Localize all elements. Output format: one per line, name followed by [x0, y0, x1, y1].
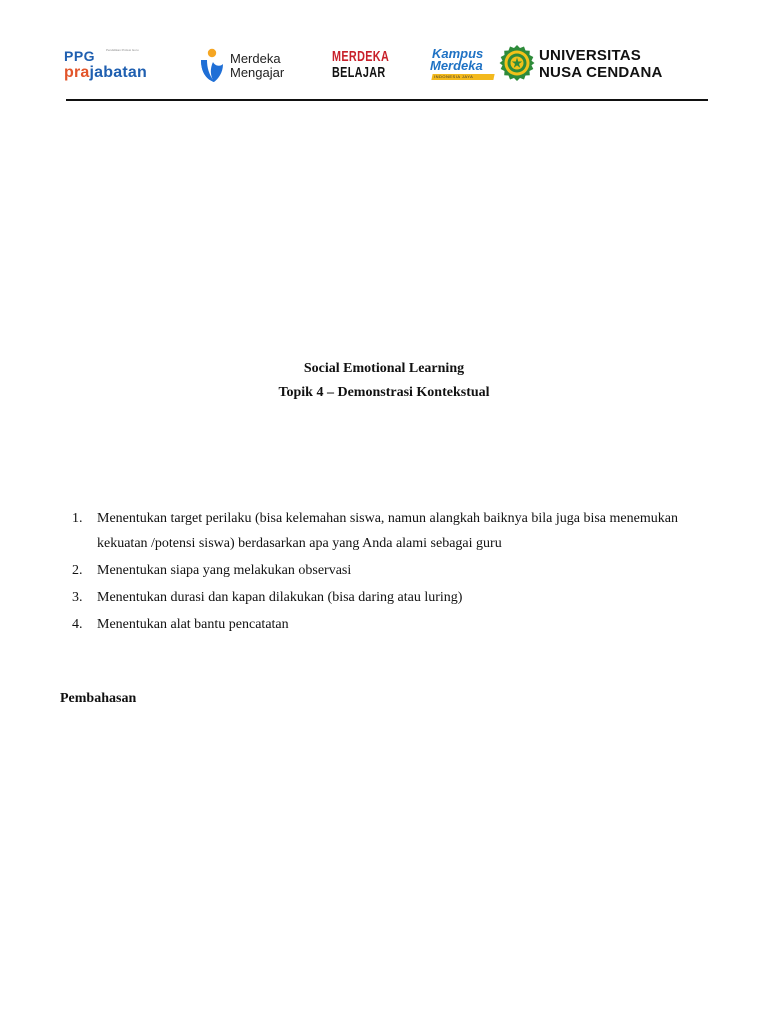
university-name-line1: UNIVERSITAS	[539, 47, 641, 64]
list-item-number: 2.	[72, 562, 83, 578]
ppg-logo-subtext: Pendidikan Profesi Guru	[106, 48, 139, 52]
merdeka-mengajar-line2: Mengajar	[230, 65, 285, 80]
list-item	[72, 586, 692, 611]
kampus-merdeka-tagline: INDONESIA JAYA	[434, 74, 474, 79]
prajabatan-logo-text	[64, 64, 147, 82]
list-item-text: Menentukan durasi dan kapan dilakukan (bisa daring atau luring)	[97, 589, 463, 605]
ppg-prajabatan-logo	[64, 46, 164, 86]
document-subtitle: Topik 4 – Demonstrasi Kontekstual	[278, 385, 490, 400]
merdeka-mengajar-icon	[198, 48, 226, 84]
list-item	[72, 613, 692, 638]
title-block	[0, 357, 768, 405]
merdeka-belajar-logo	[332, 48, 394, 84]
document-title: Social Emotional Learning	[303, 361, 465, 376]
document-header	[0, 0, 768, 105]
list-item	[72, 507, 692, 556]
prajabatan-logo-text-b: jabatan	[89, 64, 147, 81]
list-item-number: 4.	[72, 616, 83, 632]
universitas-nusa-cendana-logo	[498, 44, 678, 86]
university-seal-icon	[498, 44, 536, 82]
list-item-number: 3.	[72, 589, 83, 605]
merdeka-mengajar-logo	[198, 48, 308, 86]
merdeka-mengajar-text	[230, 52, 284, 80]
list-item-text: Menentukan target perilaku (bisa kelemahan siswa, namun alangkah baiknya bila juga bisa menemukan kekuatan /potensi siswa) berdasarkan apa yang Anda alami sebagai guru	[97, 511, 678, 551]
section-heading: Pembahasan	[60, 691, 137, 706]
prajabatan-logo-text-a: pra	[64, 64, 90, 81]
kampus-merdeka-line2: Merdeka	[430, 58, 483, 73]
list-item-text: Menentukan alat bantu pencatatan	[97, 616, 289, 632]
list-item-text: Menentukan siapa yang melakukan observasi	[97, 562, 352, 578]
merdeka-mengajar-line1: Merdeka	[230, 51, 281, 66]
kampus-merdeka-line1: Kampus	[432, 46, 484, 61]
ppg-logo-text: PPG	[64, 48, 96, 64]
merdeka-belajar-line1: MERDEKA	[332, 48, 390, 65]
merdeka-belajar-line2: BELAJAR	[332, 64, 386, 81]
list-item-number: 1.	[72, 511, 83, 526]
header-divider	[66, 99, 708, 101]
steps-list	[72, 507, 692, 640]
university-name-line2: NUSA CENDANA	[539, 64, 663, 81]
list-item	[72, 559, 692, 584]
kampus-merdeka-logo	[430, 44, 498, 84]
